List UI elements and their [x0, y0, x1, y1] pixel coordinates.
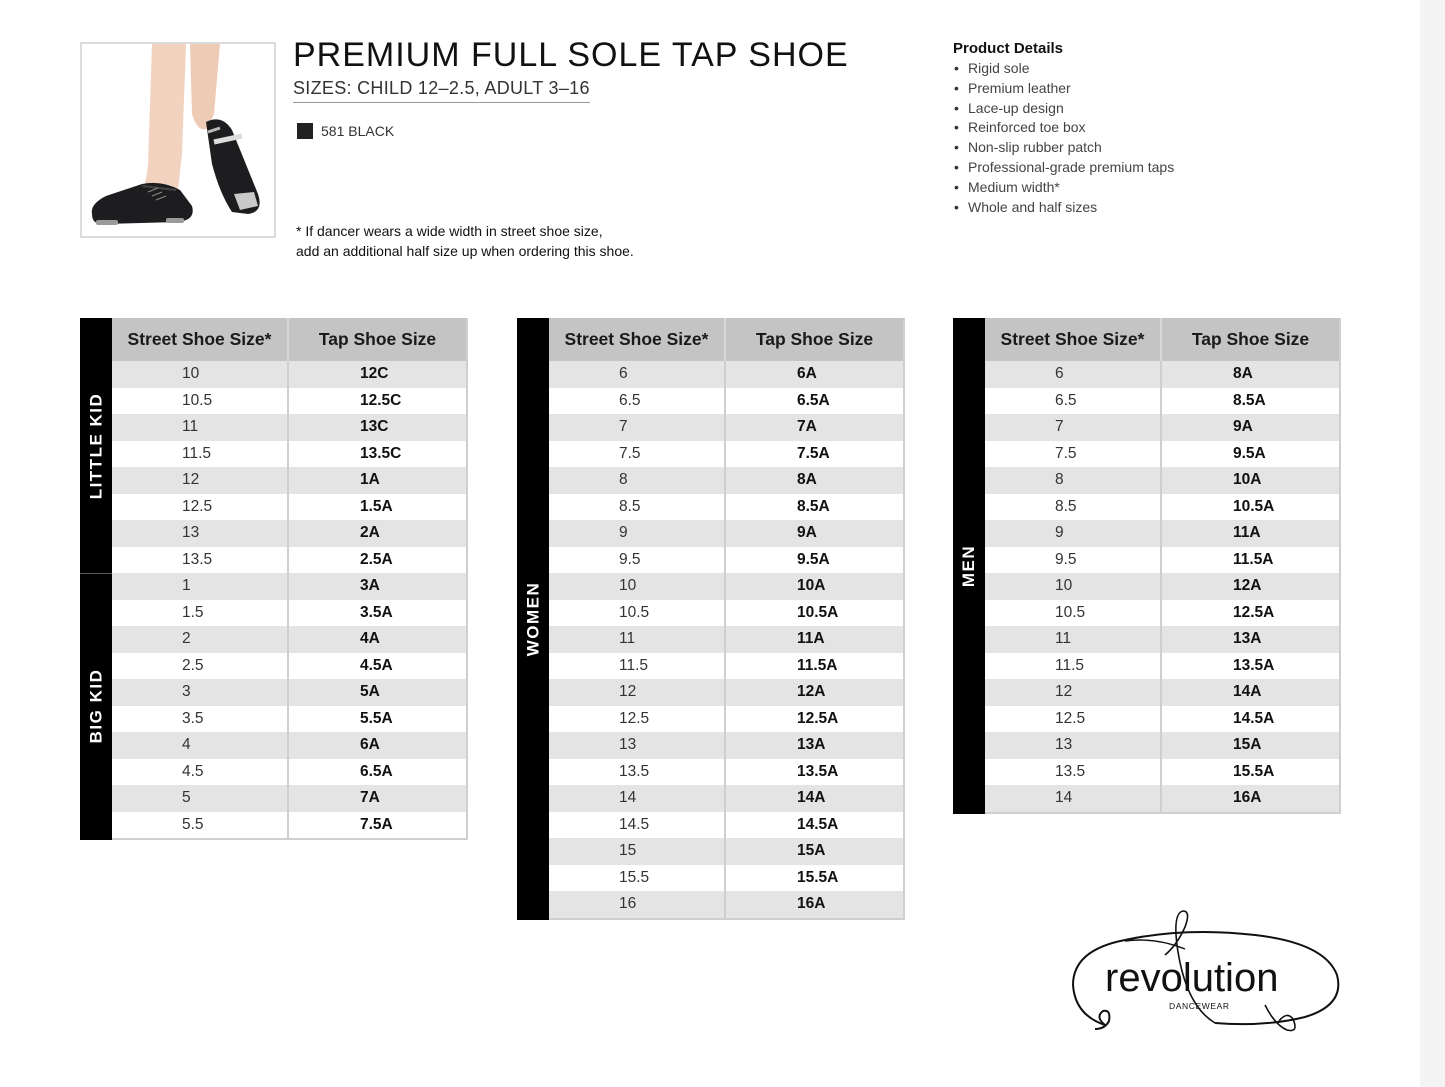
- table-row: [985, 679, 1339, 706]
- table-row: [985, 441, 1339, 468]
- table-row: [112, 361, 466, 388]
- street-size-cell: 7.5: [985, 441, 1162, 468]
- tap-size-header: Tap Shoe Size: [1191, 329, 1310, 349]
- street-size-cell: 9: [985, 520, 1162, 547]
- street-size-cell: 7: [549, 414, 726, 441]
- street-size-cell: 3: [112, 679, 289, 706]
- street-size-cell: 10: [549, 573, 726, 600]
- revolution-logo: [1065, 905, 1350, 1045]
- street-size-cell: 4: [112, 732, 289, 759]
- table-row: [549, 838, 903, 865]
- tap-size-cell: 16A: [1233, 789, 1262, 807]
- tap-size-cell: 7A: [797, 418, 817, 436]
- footnote-line: * If dancer wears a wide width in street shoe size,: [296, 223, 603, 239]
- details-item: • Premium leather: [953, 79, 1174, 99]
- tap-size-cell: 9A: [797, 524, 817, 542]
- table-row: [985, 414, 1339, 441]
- street-size-cell: 5: [112, 785, 289, 812]
- tap-size-cell: 14A: [797, 789, 826, 807]
- tap-size-cell: 9A: [1233, 418, 1253, 436]
- tap-size-cell: 12.5C: [360, 391, 402, 409]
- street-size-cell: 2.5: [112, 653, 289, 680]
- tap-size-cell: 7A: [360, 789, 380, 807]
- street-size-cell: 13: [112, 520, 289, 547]
- tap-size-cell: 13.5A: [797, 762, 839, 780]
- street-size-cell: 2: [112, 626, 289, 653]
- tap-size-cell: 16A: [797, 895, 826, 913]
- men-rows: [985, 361, 1339, 812]
- street-size-cell: 14: [985, 785, 1162, 812]
- street-size-cell: 11.5: [549, 653, 726, 680]
- tap-size-cell: 10A: [797, 577, 826, 595]
- women-label: WOMEN: [523, 581, 543, 657]
- color-option: [297, 123, 394, 139]
- street-size-cell: 6: [985, 361, 1162, 388]
- tap-size-cell: 3A: [360, 577, 380, 595]
- table-row: [549, 388, 903, 415]
- kids-side-bar: [80, 318, 112, 840]
- table-row: [549, 626, 903, 653]
- street-size-cell: 13: [985, 732, 1162, 759]
- street-size-cell: 9.5: [549, 547, 726, 574]
- street-size-cell: 3.5: [112, 706, 289, 733]
- logo-wordmark: revolution: [1105, 956, 1279, 1000]
- table-row: [549, 891, 903, 918]
- street-size-cell: 13.5: [985, 759, 1162, 786]
- table-row: [112, 626, 466, 653]
- table-row: [985, 494, 1339, 521]
- street-size-cell: 13.5: [112, 547, 289, 574]
- tap-size-cell: 14A: [1233, 683, 1262, 701]
- street-size-cell: 15: [549, 838, 726, 865]
- table-row: [112, 520, 466, 547]
- table-row: [549, 706, 903, 733]
- street-size-cell: 4.5: [112, 759, 289, 786]
- tap-size-cell: 13.5A: [1233, 656, 1275, 674]
- width-footnote: [296, 221, 634, 261]
- tap-size-cell: 14.5A: [1233, 709, 1275, 727]
- table-row: [985, 547, 1339, 574]
- street-size-cell: 8: [549, 467, 726, 494]
- table-header: [985, 318, 1339, 361]
- women-rows: [549, 361, 903, 918]
- street-size-cell: 8.5: [549, 494, 726, 521]
- women-side-bar: [517, 318, 549, 920]
- footnote-line: add an additional half size up when ordering this shoe.: [296, 243, 634, 259]
- table-row: [112, 441, 466, 468]
- street-size-cell: 10.5: [549, 600, 726, 627]
- street-size-cell: 10.5: [112, 388, 289, 415]
- tap-size-cell: 15.5A: [797, 868, 839, 886]
- tap-size-cell: 12A: [797, 683, 826, 701]
- street-size-cell: 11.5: [112, 441, 289, 468]
- table-row: [549, 494, 903, 521]
- little-kid-segment: [80, 318, 112, 573]
- tap-size-cell: 10.5A: [1233, 497, 1275, 515]
- table-row: [112, 759, 466, 786]
- table-row: [549, 865, 903, 892]
- tap-size-cell: 13A: [797, 736, 826, 754]
- street-size-cell: 14.5: [549, 812, 726, 839]
- tap-size-cell: 6A: [360, 736, 380, 754]
- street-size-cell: 6.5: [985, 388, 1162, 415]
- page-edge-strip: [1420, 0, 1445, 1087]
- details-item: • Medium width*: [953, 178, 1174, 198]
- street-size-cell: 10.5: [985, 600, 1162, 627]
- details-item: • Professional-grade premium taps: [953, 158, 1174, 178]
- tap-size-cell: 14.5A: [797, 815, 839, 833]
- tap-size-cell: 5A: [360, 683, 380, 701]
- table-row: [549, 600, 903, 627]
- tap-size-cell: 2A: [360, 524, 380, 542]
- tap-size-cell: 11A: [797, 630, 825, 648]
- table-row: [112, 812, 466, 839]
- table-row: [549, 414, 903, 441]
- men-label: MEN: [959, 544, 978, 587]
- table-row: [112, 388, 466, 415]
- tap-size-cell: 1A: [360, 471, 380, 489]
- table-row: [549, 679, 903, 706]
- street-size-cell: 12: [985, 679, 1162, 706]
- table-row: [985, 759, 1339, 786]
- street-size-cell: 8.5: [985, 494, 1162, 521]
- street-size-cell: 11: [985, 626, 1162, 653]
- details-item: • Lace-up design: [953, 99, 1174, 119]
- table-row: [549, 361, 903, 388]
- table-row: [549, 573, 903, 600]
- table-row: [985, 653, 1339, 680]
- table-row: [985, 706, 1339, 733]
- tap-size-cell: 13C: [360, 418, 389, 436]
- tap-size-cell: 6.5A: [797, 391, 830, 409]
- table-row: [549, 785, 903, 812]
- table-row: [112, 732, 466, 759]
- table-row: [549, 547, 903, 574]
- street-size-cell: 13.5: [549, 759, 726, 786]
- table-row: [549, 520, 903, 547]
- men-size-table: [953, 318, 1341, 814]
- kids-rows: [112, 361, 466, 838]
- little-kid-label: LITTLE KID: [86, 392, 106, 499]
- table-row: [985, 732, 1339, 759]
- table-row: [112, 547, 466, 574]
- street-size-cell: 12.5: [549, 706, 726, 733]
- men-segment: [953, 318, 985, 814]
- street-size-cell: 8: [985, 467, 1162, 494]
- table-row: [985, 520, 1339, 547]
- table-row: [112, 467, 466, 494]
- street-size-cell: 12.5: [112, 494, 289, 521]
- table-row: [549, 759, 903, 786]
- tap-size-cell: 12C: [360, 365, 389, 383]
- tap-size-cell: 4A: [360, 630, 380, 648]
- color-label: 581 BLACK: [321, 123, 395, 139]
- men-side-bar: [953, 318, 985, 814]
- table-row: [549, 653, 903, 680]
- table-row: [985, 626, 1339, 653]
- color-swatch: [297, 123, 313, 139]
- table-row: [985, 388, 1339, 415]
- women-table-body: [549, 318, 905, 920]
- street-size-cell: 11: [549, 626, 726, 653]
- kids-size-table: [80, 318, 468, 840]
- table-row: [112, 414, 466, 441]
- tap-size-cell: 10A: [1233, 471, 1262, 489]
- street-size-cell: 11.5: [985, 653, 1162, 680]
- table-row: [112, 653, 466, 680]
- women-segment: [517, 318, 549, 920]
- street-size-cell: 9.5: [985, 547, 1162, 574]
- details-title: Product Details: [953, 40, 1064, 57]
- table-header: [549, 318, 903, 361]
- street-size-cell: 1: [112, 573, 289, 600]
- tap-size-cell: 11.5A: [797, 656, 838, 674]
- tap-size-cell: 4.5A: [360, 656, 393, 674]
- tap-size-cell: 9.5A: [797, 550, 830, 568]
- tap-size-cell: 15A: [797, 842, 826, 860]
- street-size-header: Street Shoe Size*: [549, 318, 726, 361]
- street-size-cell: 6.5: [549, 388, 726, 415]
- product-details: [953, 40, 1174, 217]
- table-row: [549, 812, 903, 839]
- product-title: PREMIUM FULL SOLE TAP SHOE: [293, 36, 849, 74]
- street-size-header: Street Shoe Size*: [112, 318, 289, 361]
- tap-size-cell: 9.5A: [1233, 444, 1266, 462]
- table-row: [112, 573, 466, 600]
- street-size-header: Street Shoe Size*: [985, 318, 1162, 361]
- street-size-cell: 6: [549, 361, 726, 388]
- product-photo: [80, 42, 276, 238]
- tap-size-cell: 7.5A: [797, 444, 830, 462]
- street-size-cell: 12: [549, 679, 726, 706]
- table-row: [112, 679, 466, 706]
- tap-size-cell: 6A: [797, 365, 817, 383]
- street-size-cell: 5.5: [112, 812, 289, 839]
- tap-size-cell: 6.5A: [360, 762, 393, 780]
- details-item: • Reinforced toe box: [953, 118, 1174, 138]
- tap-size-cell: 11A: [1233, 524, 1261, 542]
- tap-size-cell: 12.5A: [1233, 603, 1275, 621]
- details-list: [953, 59, 1174, 217]
- tap-size-cell: 8.5A: [797, 497, 830, 515]
- table-row: [112, 706, 466, 733]
- tap-size-cell: 1.5A: [360, 497, 393, 515]
- big-kid-segment: [80, 573, 112, 838]
- table-header: [112, 318, 466, 361]
- street-size-cell: 13: [549, 732, 726, 759]
- street-size-cell: 7: [985, 414, 1162, 441]
- tap-size-cell: 15.5A: [1233, 762, 1275, 780]
- size-range: SIZES: CHILD 12–2.5, ADULT 3–16: [293, 78, 590, 103]
- street-size-cell: 15.5: [549, 865, 726, 892]
- tap-size-cell: 8.5A: [1233, 391, 1266, 409]
- street-size-cell: 10: [112, 361, 289, 388]
- street-size-cell: 11: [112, 414, 289, 441]
- table-row: [549, 732, 903, 759]
- street-size-cell: 9: [549, 520, 726, 547]
- tap-size-cell: 7.5A: [360, 815, 393, 833]
- tap-size-header: Tap Shoe Size: [318, 329, 437, 349]
- details-item: • Non-slip rubber patch: [953, 138, 1174, 158]
- details-item: • Rigid sole: [953, 59, 1174, 79]
- tap-size-header: Tap Shoe Size: [755, 329, 874, 349]
- tap-size-cell: 11.5A: [1233, 550, 1274, 568]
- tap-size-cell: 12A: [1233, 577, 1262, 595]
- tap-size-cell: 10.5A: [797, 603, 839, 621]
- logo-subtitle: DANCEWEAR: [1169, 1001, 1230, 1011]
- table-row: [985, 600, 1339, 627]
- big-kid-label: BIG KID: [86, 668, 106, 744]
- tap-size-cell: 12.5A: [797, 709, 839, 727]
- tap-size-cell: 8A: [797, 471, 817, 489]
- table-row: [985, 361, 1339, 388]
- street-size-cell: 16: [549, 891, 726, 918]
- details-item: • Whole and half sizes: [953, 198, 1174, 218]
- table-row: [549, 441, 903, 468]
- street-size-cell: 1.5: [112, 600, 289, 627]
- kids-table-body: [112, 318, 468, 840]
- tap-size-cell: 13.5C: [360, 444, 402, 462]
- men-table-body: [985, 318, 1341, 814]
- tap-size-cell: 13A: [1233, 630, 1262, 648]
- street-size-cell: 10: [985, 573, 1162, 600]
- tap-size-cell: 3.5A: [360, 603, 393, 621]
- tap-size-cell: 15A: [1233, 736, 1262, 754]
- table-row: [985, 785, 1339, 812]
- women-size-table: [517, 318, 905, 920]
- tap-size-cell: 8A: [1233, 365, 1253, 383]
- tap-size-cell: 2.5A: [360, 550, 393, 568]
- street-size-cell: 7.5: [549, 441, 726, 468]
- table-row: [112, 494, 466, 521]
- table-row: [985, 573, 1339, 600]
- tap-size-cell: 5.5A: [360, 709, 393, 727]
- table-row: [112, 600, 466, 627]
- table-row: [112, 785, 466, 812]
- table-row: [985, 467, 1339, 494]
- street-size-cell: 12.5: [985, 706, 1162, 733]
- street-size-cell: 12: [112, 467, 289, 494]
- table-row: [549, 467, 903, 494]
- street-size-cell: 14: [549, 785, 726, 812]
